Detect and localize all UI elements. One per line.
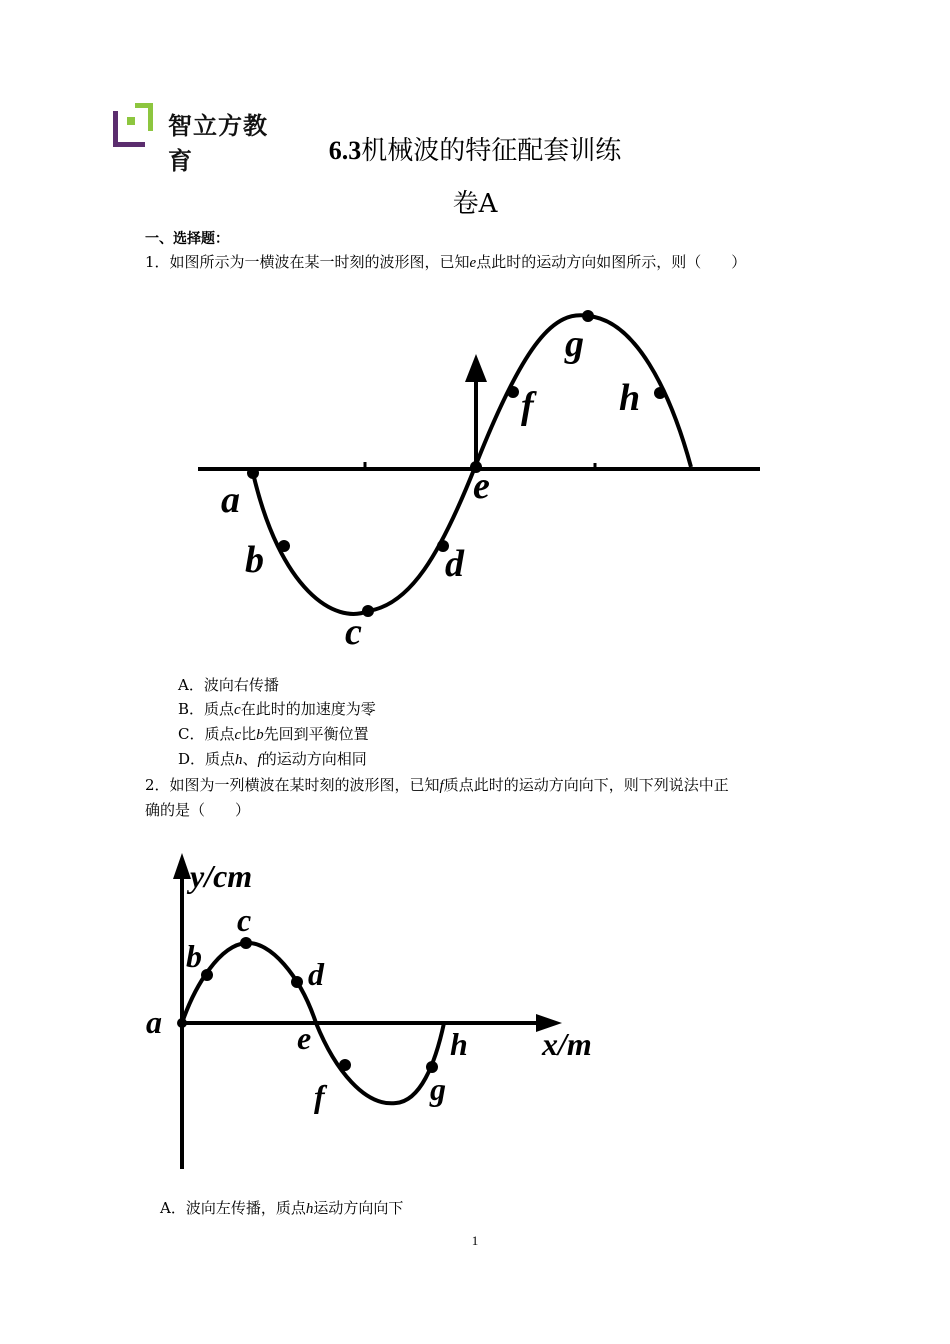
question-1-stem <box>145 252 746 273</box>
q1-option-a-text: A．波向右传播 <box>178 676 279 694</box>
fig2-label-e: e <box>297 1020 312 1056</box>
fig2-label-c: c <box>237 902 252 938</box>
fig1-label-e: e <box>473 465 490 507</box>
fig1-point-b <box>278 540 290 552</box>
q1-option-c-var-1: c <box>234 727 242 743</box>
q1-option-d-text-2: 、 <box>242 750 258 768</box>
figure-1-waveform <box>195 290 765 660</box>
q1-text-1: 1．如图所示为一横波在某一时刻的波形图，已知 <box>145 253 470 271</box>
fig1-point-g <box>582 310 594 322</box>
q1-option-d-var-2: f <box>257 752 262 768</box>
fig1-label-c: c <box>345 611 362 653</box>
page-subtitle: 卷A <box>452 189 498 219</box>
question-2-stem-line-1 <box>145 775 729 796</box>
figure-2-waveform <box>140 845 620 1175</box>
fig1-point-a <box>247 467 259 479</box>
fig1-point-h <box>654 387 666 399</box>
question-2-stem-line-2: 确的是（ ） <box>145 801 251 819</box>
fig2-label-g: g <box>430 1071 446 1107</box>
q1-option-b-text-2: 在此时的加速度为零 <box>240 700 376 718</box>
fig1-point-c <box>362 605 374 617</box>
fig2-x-axis-label: x/m <box>542 1026 592 1062</box>
logo-text: 智立方教育 <box>168 112 268 175</box>
q1-option-b-var: c <box>234 702 241 718</box>
q1-option-d[interactable] <box>178 749 367 770</box>
q1-text-2: 点此时的运动方向如图所示，则（ ） <box>476 253 747 271</box>
q1-option-d-text-3: 的运动方向相同 <box>261 750 367 768</box>
q2-text-2: 质点此时的运动方向向下，则下列说法中正 <box>443 776 729 794</box>
fig2-y-arrow-head <box>173 853 191 879</box>
fig2-label-b: b <box>186 938 202 974</box>
q2-option-a-text-1: A．波向左传播，质点 <box>160 1199 306 1217</box>
q1-option-c-var-2: b <box>256 727 264 743</box>
fig2-label-h: h <box>450 1026 468 1062</box>
fig2-label-f: f <box>314 1078 325 1114</box>
q1-var-e: e <box>469 255 477 271</box>
q1-option-a[interactable] <box>178 675 279 695</box>
q1-option-c-text-1: C．质点 <box>178 725 235 743</box>
fig1-arrow-head <box>465 354 487 382</box>
q1-option-b-text-1: B．质点 <box>178 700 235 718</box>
q1-option-b[interactable] <box>178 699 376 720</box>
q1-option-d-text-1: D．质点 <box>178 750 236 768</box>
q2-option-a[interactable] <box>160 1198 403 1219</box>
fig2-point-a <box>177 1018 187 1028</box>
title-number: 6.3 <box>328 136 362 165</box>
q1-option-c-text-2: 比 <box>241 725 257 743</box>
fig2-point-b <box>201 969 213 981</box>
section-heading: 一、选择题： <box>145 231 229 247</box>
q2-option-a-var: h <box>305 1201 314 1217</box>
fig1-label-h: h <box>619 377 641 419</box>
fig1-label-d: d <box>445 543 464 585</box>
fig2-point-d <box>291 976 303 988</box>
q1-option-c-text-3: 先回到平衡位置 <box>263 725 369 743</box>
fig2-y-axis-label: y/cm <box>190 858 253 894</box>
page-title <box>0 130 950 167</box>
q2-option-a-text-2: 运动方向向下 <box>313 1199 404 1217</box>
fig1-label-a: a <box>221 479 240 521</box>
fig2-point-f <box>339 1059 351 1071</box>
fig2-label-a: a <box>146 1004 162 1040</box>
title-text: 机械波的特征配套训练 <box>361 136 622 166</box>
fig2-point-c <box>240 937 252 949</box>
q1-option-d-var-1: h <box>235 752 243 768</box>
q1-option-c[interactable] <box>178 724 369 745</box>
page-number: 1 <box>471 1233 479 1248</box>
q2-text-1: 2．如图为一列横波在某时刻的波形图，已知 <box>145 776 440 794</box>
fig1-label-g: g <box>565 323 584 365</box>
fig1-label-b: b <box>245 539 264 581</box>
fig1-point-f <box>507 386 519 398</box>
fig1-label-f: f <box>521 385 534 427</box>
fig2-label-d: d <box>308 956 324 992</box>
q2-var-f: f <box>439 778 444 794</box>
